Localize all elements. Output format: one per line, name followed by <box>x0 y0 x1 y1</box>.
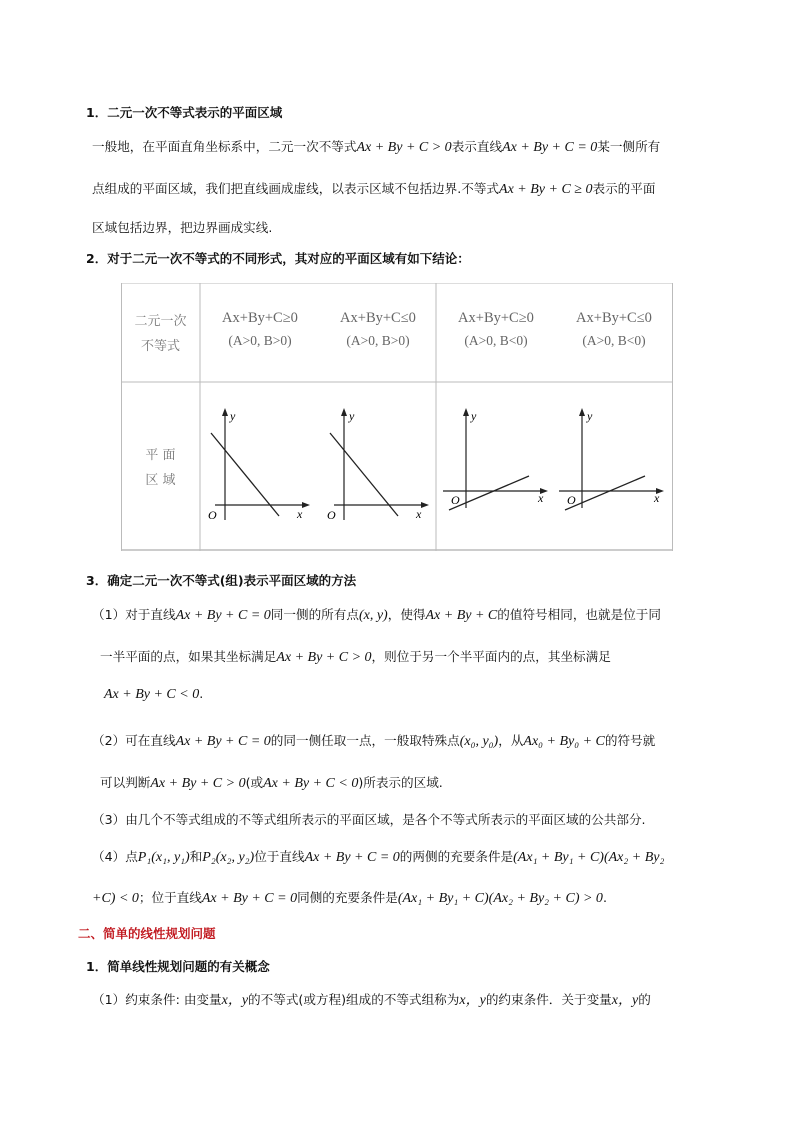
col-3-condition: (A>0, B<0) <box>464 333 528 348</box>
col-4-condition: (A>0, B<0) <box>582 333 646 348</box>
chapter-heading-linear-programming: 二、简单的线性规划问题 <box>78 926 216 941</box>
row-label-inequality-a: 二元一次 <box>134 314 187 329</box>
item-1-line-1: （1）对于直线Ax + By + C = 0同一侧的所有点(x, y)，使得Ax + By + C的值符号相同，也就是位于同 <box>92 607 661 623</box>
section-title-3: 3．确定二元一次不等式(组)表示平面区域的方法 <box>86 573 357 588</box>
item-3: （3）由几个不等式组成的不等式组所表示的平面区域，是各个不等式所表示的平面区域的公共部分. <box>92 812 646 827</box>
item-4-line-1: （4）点P₁(x₁, y₁)和P₂(x₂, y₂)位于直线Ax + By + C = 0的两侧的充要条件是(Ax₁ + By₁ + C)(Ax₂ + By₂ <box>92 849 665 865</box>
col-4-inequality: Ax+By+C≤0 <box>576 310 652 326</box>
col-1-condition: (A>0, B>0) <box>228 333 292 348</box>
paragraph-1-line-2: 点组成的平面区域，我们把直线画成虚线，以表示区域不包括边界.不等式Ax + By + C ≥ 0表示的平面 <box>92 181 656 197</box>
item-1-line-2: 一半平面的点，如果其坐标满足Ax + By + C > 0，则位于另一个半平面内的点，其坐标满足 <box>100 649 611 665</box>
graph-2-x-label: x <box>416 507 422 521</box>
item-2-line-2: 可以判断Ax + By + C > 0(或Ax + By + C < 0)所表示的区域. <box>100 775 443 791</box>
graph-4-origin-label: O <box>567 493 576 507</box>
graph-4-y-label: y <box>587 409 593 423</box>
row-label-region-b: 区 域 <box>145 473 176 488</box>
graph-1-origin-label: O <box>208 508 217 522</box>
section-title-1: 1．二元一次不等式表示的平面区域 <box>86 105 283 120</box>
col-2-inequality: Ax+By+C≤0 <box>340 310 416 326</box>
graph-3-x-label: x <box>538 491 544 505</box>
graph-3-y-label: y <box>471 409 477 423</box>
graph-1-y-label: y <box>230 409 236 423</box>
row-label-region-a: 平 面 <box>145 448 176 463</box>
graph-1-x-label: x <box>297 507 303 521</box>
item-2-line-1: （2）可在直线Ax + By + C = 0的同一侧任取一点，一般取特殊点(x₀, y₀)，从Ax₀ + By₀ + C的符号就 <box>92 733 656 749</box>
graph-1 <box>205 408 315 538</box>
row-label-inequality-b: 不等式 <box>140 339 180 354</box>
region-table <box>121 283 673 551</box>
col-3-inequality: Ax+By+C≥0 <box>458 310 534 326</box>
section-title-2: 2．对于二元一次不等式的不同形式，其对应的平面区域有如下结论： <box>86 251 470 266</box>
graph-3 <box>441 408 557 538</box>
item-1-line-3: Ax + By + C < 0. <box>104 686 204 702</box>
graph-3-origin-label: O <box>451 493 460 507</box>
col-1-inequality: Ax+By+C≥0 <box>222 310 298 326</box>
paragraph-1-line-3: 区域包括边界，把边界画成实线. <box>92 220 273 235</box>
graph-2 <box>324 408 434 538</box>
graph-2-y-label: y <box>349 409 355 423</box>
item-4-line-2: +C) < 0；位于直线Ax + By + C = 0同侧的充要条件是(Ax₁ + By₁ + C)(Ax₂ + By₂ + C) > 0. <box>92 890 607 906</box>
paragraph-1-line-1: 一般地，在平面直角坐标系中，二元一次不等式Ax + By + C > 0表示直线Ax + By + C = 0某一侧所有 <box>92 139 661 155</box>
constraint-definition-line: （1）约束条件: 由变量x，y的不等式(或方程)组成的不等式组称为x，y的约束条件．关于变量x，y的 <box>92 992 651 1008</box>
graph-4 <box>557 408 673 538</box>
section-title-linear-programming-concepts: 1．简单线性规划问题的有关概念 <box>86 959 270 974</box>
col-2-condition: (A>0, B>0) <box>346 333 410 348</box>
graph-4-x-label: x <box>654 491 660 505</box>
graph-2-origin-label: O <box>327 508 336 522</box>
